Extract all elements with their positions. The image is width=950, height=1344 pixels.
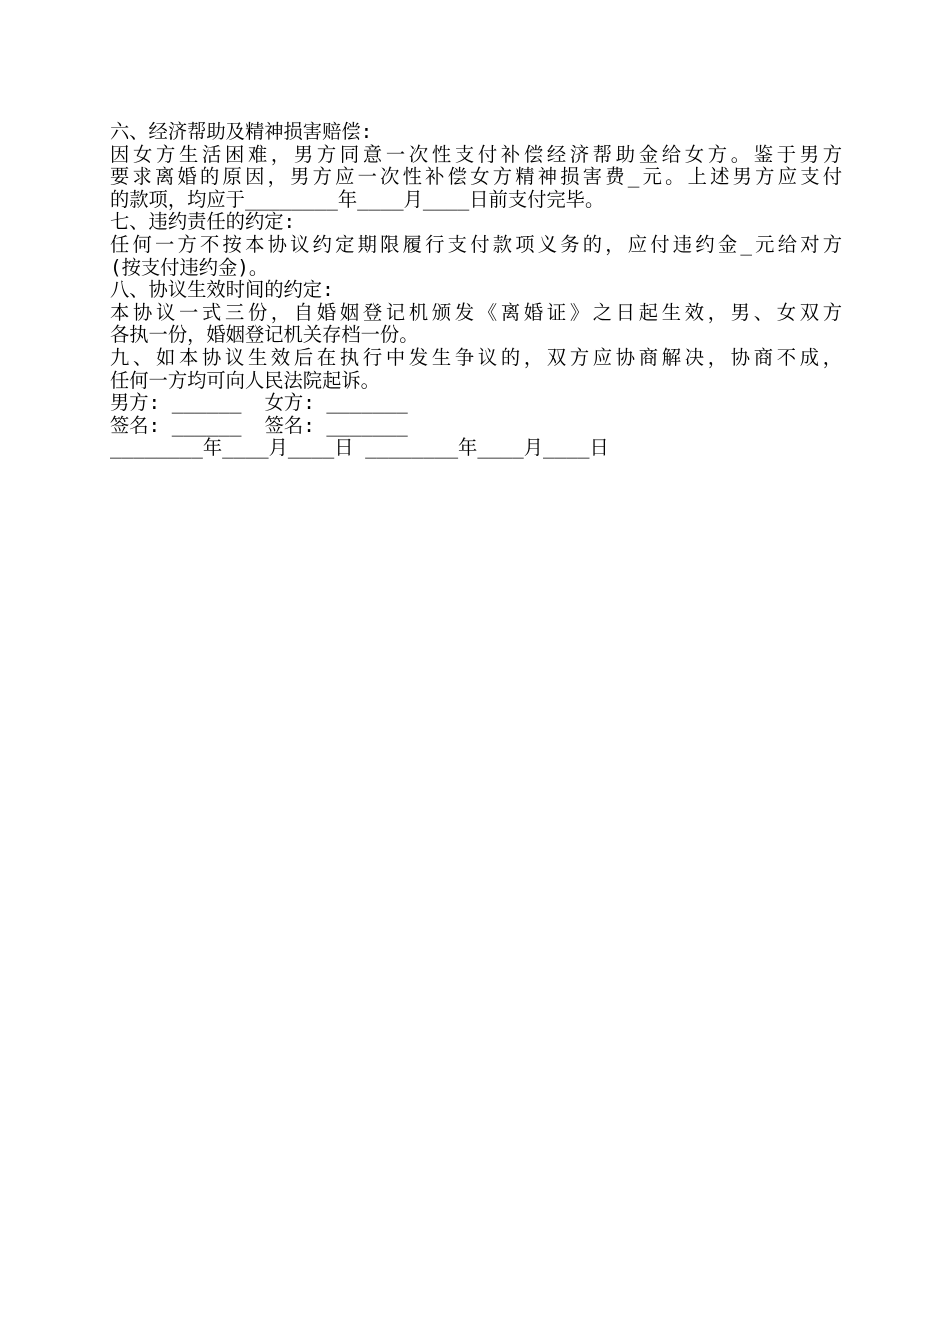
sign-line: 签名: ______ 签名: _______	[110, 414, 408, 437]
paragraph-line: 本协议一式三份，自婚姻登记机颁发《离婚证》之日起生效，男、女双方	[110, 301, 842, 324]
paragraph-line: 的款项，均应于________年____月____日前支付完毕。	[110, 188, 605, 211]
paragraph-line: 各执一份，婚姻登记机关存档一份。	[110, 324, 419, 347]
paragraph-line: 九、如本协议生效后在执行中发生争议的，双方应协商解决，协商不成，	[110, 346, 842, 369]
paragraph-line: (按支付违约金)。	[110, 256, 269, 279]
section-heading: 六、经济帮助及精神损害赔偿:	[110, 121, 373, 143]
paragraph-line: 任何一方均可向人民法院起诉。	[110, 369, 380, 392]
section-heading: 八、协议生效时间的约定:	[110, 279, 334, 302]
date-line: ________年____月____日 ________年____月____日	[110, 437, 609, 460]
signature-block	[110, 392, 842, 460]
section-heading: 七、违约责任的约定:	[110, 211, 296, 234]
paragraph-line: 因女方生活困难，男方同意一次性支付补偿经济帮助金给女方。鉴于男方	[110, 143, 842, 166]
section-nine	[110, 347, 842, 392]
paragraph-line: 要求离婚的原因，男方应一次性补偿女方精神损害费_元。上述男方应支付	[110, 166, 842, 189]
section-seven	[110, 211, 842, 279]
section-six	[110, 121, 842, 211]
document-page	[110, 121, 842, 460]
parties-line: 男方: ______ 女方: _______	[110, 392, 408, 415]
section-eight	[110, 279, 842, 347]
paragraph-line: 任何一方不按本协议约定期限履行支付款项义务的，应付违约金_元给对方	[110, 233, 842, 256]
